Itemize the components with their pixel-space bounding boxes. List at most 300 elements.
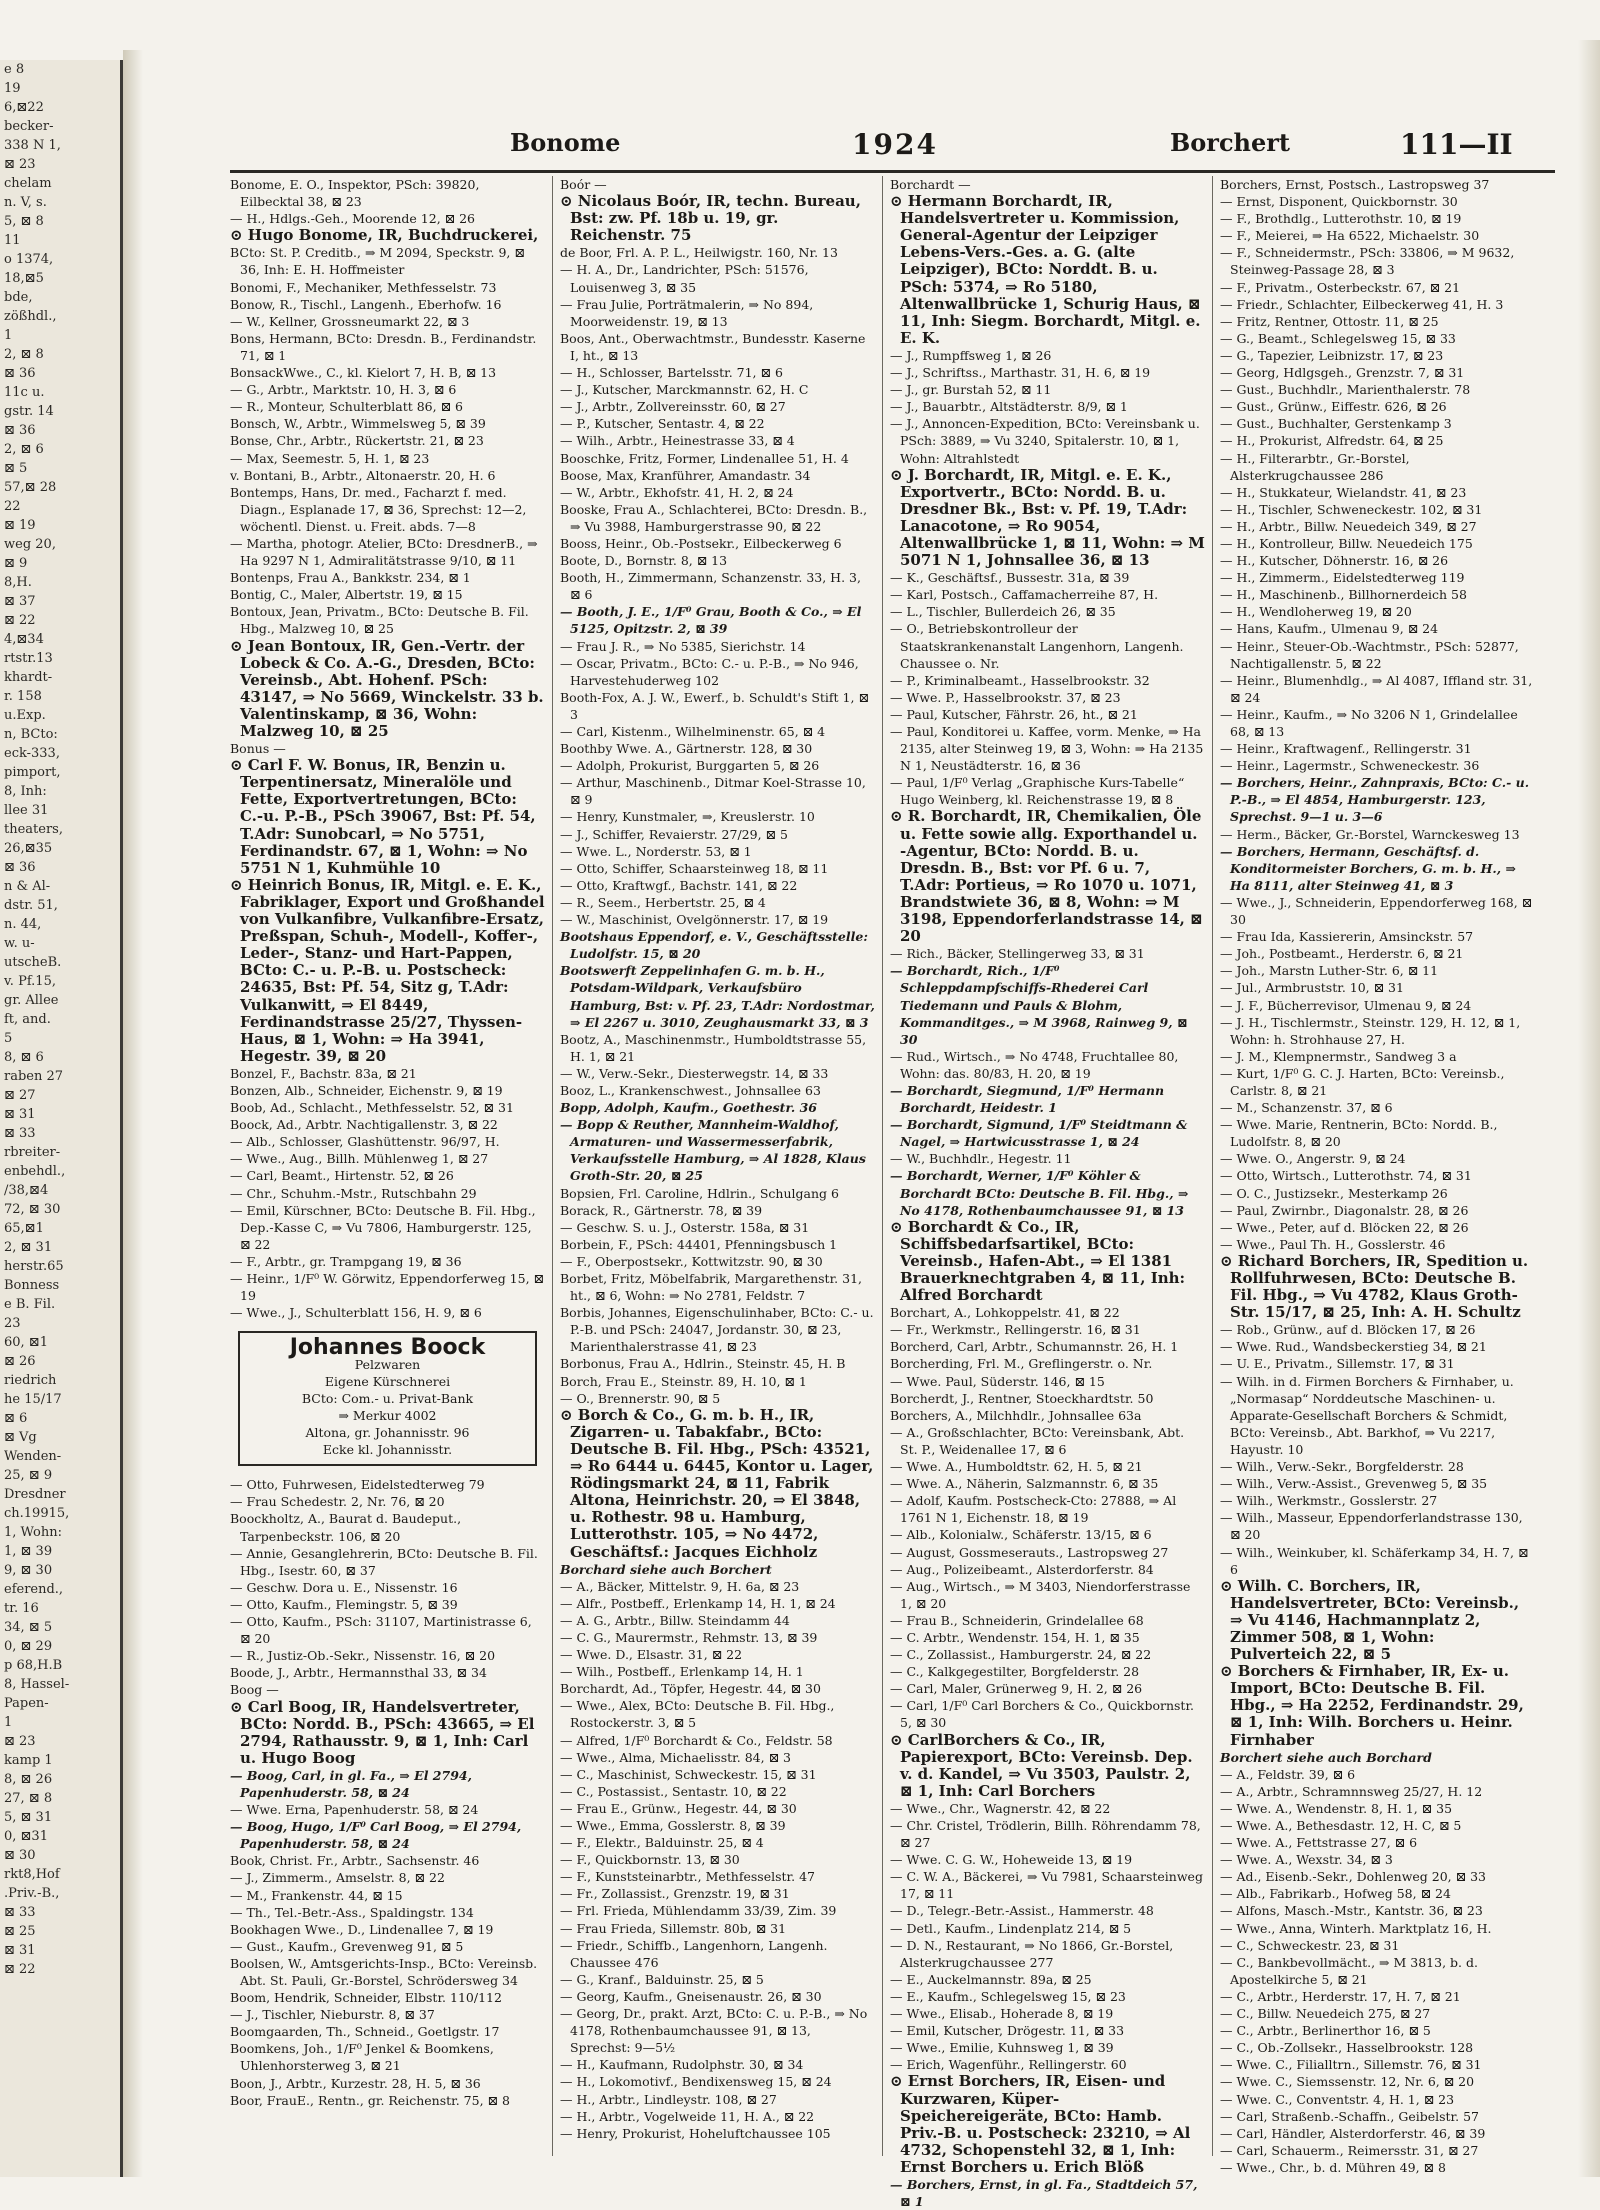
directory-entry: — H., Arbtr., Billw. Neuedeich 349, ⊠ 27 bbox=[1220, 518, 1477, 534]
directory-entry: — Paul, 1/F⁰ Verlag „Graphische Kurs-Tabelle“ Hugo Weinberg, kl. Reichenstrasse 19, ⊠ 8 bbox=[890, 775, 1185, 808]
previous-page-fragment: 19 bbox=[4, 81, 21, 96]
directory-entry: — C. W. A., Bäckerei, ⇒ Vu 7981, Schaarsteinweg 17, ⊠ 11 bbox=[890, 1869, 1203, 1902]
previous-page-fragment: 4,⊠34 bbox=[4, 632, 44, 647]
directory-entry: — H., Zimmerm., Eidelstedterweg 119 bbox=[1220, 570, 1465, 586]
directory-entry: — Wwe. P., Hasselbrookstr. 37, ⊠ 23 bbox=[890, 689, 1121, 705]
previous-page-fragment: 8, Inh: bbox=[4, 784, 47, 799]
previous-page-fragment: ⊠ 23 bbox=[4, 1734, 36, 1749]
directory-entry: — Frau Julie, Porträtmalerin, ⇒ No 894, Moorweidenstr. 19, ⊠ 13 bbox=[560, 296, 814, 329]
previous-page-fragment: r. 158 bbox=[4, 689, 42, 704]
directory-entry: — Wwe. C. G. W., Hoheweide 13, ⊠ 19 bbox=[890, 1852, 1133, 1868]
previous-page-fragment: utscheB. bbox=[4, 955, 62, 970]
directory-entry: — Wwe., J., Schulterblatt 156, H. 9, ⊠ 6 bbox=[230, 1305, 482, 1321]
column-divider bbox=[882, 176, 883, 2156]
column-1 bbox=[230, 176, 545, 2156]
directory-entry: — Henry, Kunstmaler, ⇒, Kreuslerstr. 10 bbox=[560, 809, 815, 825]
previous-page-fragment: p 68,H.B bbox=[4, 1658, 63, 1673]
advertisement-title: Johannes Boock bbox=[289, 1335, 486, 1361]
book-gutter bbox=[123, 50, 143, 2177]
previous-page-fragment: 65,⊠1 bbox=[4, 1221, 44, 1236]
directory-entry: — Adolf, Kaufm. Postscheck-Cto: 27888, ⇒ Al 1761 N 1, Eichenstr. 18, ⊠ 19 bbox=[890, 1493, 1177, 1526]
directory-entry: Boote, D., Bornstr. 8, ⊠ 13 bbox=[560, 553, 728, 569]
previous-page-fragment: ⊠ 36 bbox=[4, 366, 36, 381]
previous-page-fragment: gr. Allee bbox=[4, 993, 59, 1008]
directory-entry: — Borchers, Heinr., Zahnpraxis, BCto: C.- u. P.-B., ⇒ El 4854, Hamburgerstr. 123, Sprechst. 9—1 u. 3—6 bbox=[1220, 775, 1530, 825]
previous-page-fragment: ⊠ 25 bbox=[4, 1924, 36, 1939]
previous-page-fragment: bde, bbox=[4, 290, 33, 305]
directory-entry: Borcherd, Carl, Arbtr., Schumannstr. 26, H. 1 bbox=[890, 1339, 1179, 1355]
directory-entry: BonsackWwe., C., kl. Kielort 7, H. B, ⊠ 13 bbox=[230, 365, 497, 381]
directory-entry: — Adolph, Prokurist, Burggarten 5, ⊠ 26 bbox=[560, 758, 820, 774]
directory-entry: — G., Kranf., Balduinstr. 25, ⊠ 5 bbox=[560, 1971, 764, 1987]
directory-entry: — Wwe. A., Humboldtstr. 62, H. 5, ⊠ 21 bbox=[890, 1459, 1143, 1475]
previous-page-fragment: ft, and. bbox=[4, 1012, 51, 1027]
directory-entry: — Alfr., Postbeff., Erlenkamp 14, H. 1, ⊠ 24 bbox=[560, 1595, 836, 1611]
previous-page-fragment: ⊠ 5 bbox=[4, 461, 28, 476]
directory-entry: — Otto, Kaufm., PSch: 31107, Martinistrasse 6, ⊠ 20 bbox=[230, 1614, 532, 1647]
directory-entry: — Henry, Prokurist, Hoheluftchaussee 105 bbox=[560, 2125, 831, 2141]
previous-page-fragment: n, BCto: bbox=[4, 727, 58, 742]
firm-entry: ⊙ CarlBorchers & Co., IR, Papierexport, BCto: Vereinsb. Dep. v. d. Kandel, ⇒ Vu 3503, Paulstr. 2, ⊠ 1, Inh: Carl Borchers bbox=[890, 1730, 1193, 1800]
directory-entry: — Wwe., Emma, Gosslerstr. 8, ⊠ 39 bbox=[560, 1818, 786, 1833]
advertisement-line: Eigene Kürschnerei bbox=[324, 1374, 451, 1390]
previous-page-fragment: rkt8,Hof bbox=[4, 1867, 60, 1882]
directory-entry: — August, Gossmeserauts., Lastropsweg 27 bbox=[890, 1544, 1169, 1560]
directory-entry: — Max, Seemestr. 5, H. 1, ⊠ 23 bbox=[230, 450, 430, 466]
directory-entry: Bopp, Adolph, Kaufm., Goethestr. 36 bbox=[560, 1100, 817, 1116]
directory-entry: Booth-Fox, A. J. W., Ewerf., b. Schuldt's Stift 1, ⊠ 3 bbox=[560, 689, 869, 722]
directory-entry: Borbis, Johannes, Eigenschulinhaber, BCto: C.- u. P.-B. und PSch: 24047, Jordanstr. 30, ⊠ 23, Marienthalerstrasse 41, ⊠ 23 bbox=[560, 1305, 874, 1355]
directory-entry: Borcherdt, J., Rentner, Stoeckhardtstr. 50 bbox=[890, 1390, 1154, 1406]
directory-entry: — P., Kutscher, Sentastr. 4, ⊠ 22 bbox=[560, 416, 765, 432]
previous-page-fragment: eck-333, bbox=[4, 746, 60, 761]
directory-entry: — Borchardt, Rich., 1/F⁰ Schleppdampfschiffs-Rhederei Carl Tiedemann und Pauls & Blohm, Kommanditges., ⇒ M 3968, Rainweg 9, ⊠ 30 bbox=[890, 963, 1188, 1047]
directory-entry: — Wwe. Marie, Rentnerin, BCto: Nordd. B., Ludolfstr. 8, ⊠ 20 bbox=[1220, 1117, 1498, 1150]
directory-entry: — Wwe. D., Elsastr. 31, ⊠ 22 bbox=[560, 1647, 743, 1663]
directory-entry: — J., Zimmerm., Amselstr. 8, ⊠ 22 bbox=[230, 1870, 445, 1886]
directory-entry: — F., Privatm., Osterbeckstr. 67, ⊠ 21 bbox=[1220, 279, 1461, 295]
previous-page-fragment: becker- bbox=[4, 119, 54, 134]
directory-entry: — F., Arbtr., gr. Trampgang 19, ⊠ 36 bbox=[230, 1253, 462, 1269]
directory-entry: — Joh., Postbeamt., Herderstr. 6, ⊠ 21 bbox=[1220, 946, 1464, 962]
directory-entry: Borchert siehe auch Borchard bbox=[1220, 1749, 1432, 1765]
directory-entry: — O., Brennerstr. 90, ⊠ 5 bbox=[560, 1390, 721, 1406]
directory-entry: — Rich., Bäcker, Stellingerweg 33, ⊠ 31 bbox=[890, 946, 1145, 962]
directory-entry: Borchard siehe auch Borchert bbox=[560, 1561, 772, 1577]
directory-entry: — Wwe. L., Norderstr. 53, ⊠ 1 bbox=[560, 843, 752, 859]
directory-entry: — Aug., Wirtsch., ⇒ M 3403, Niendorferstrasse 1, ⊠ 20 bbox=[890, 1578, 1191, 1611]
firm-entry: ⊙ Heinrich Bonus, IR, Mitgl. e. E. K., Fabriklager, Export und Großhandel von Vulkanfibre, Vulkanfibre-Ersatz, Preßspan, Schuh-, Modell-, Koffer-, Leder-, Stanz- und Hart-Pappen, BCto: C.- u. P.-B. u. Postscheck: 24635, Bst: Pf. 54, Sitz g, T.Adr: Vulkanwitt, ⇒ El 8449, Ferdinandstrasse 25/27, Thyssen-Haus, ⊠ 1, Wohn: ⇒ Ha 3941, Hegestr. 39, ⊠ 20 bbox=[230, 875, 545, 1065]
directory-entry: — Martha, photogr. Atelier, BCto: DresdnerB., ⇒ Ha 9297 N 1, Admiralitätstrasse 9/10, ⊠ 11 bbox=[230, 535, 538, 569]
firm-entry: ⊙ Borch & Co., G. m. b. H., IR, Zigarren- u. Tabakfabr., BCto: Deutsche B. Fil. Hbg., PSch: 43521, ⇒ Ro 6444 u. 6445, Kontor u. Lager, Rödingsmarkt 24, ⊠ 11, Fabrik Altona, Heinrichstr. 20, ⇒ El 3848, u. Rothestr. 98 u. Hamburg, Lutterothstr. 105, ⇒ No 4472, Geschäftsf.: Jacques Eichholz bbox=[560, 1405, 874, 1561]
directory-entry: — Frau Schedestr. 2, Nr. 76, ⊠ 20 bbox=[230, 1494, 445, 1510]
directory-entry: — J. H., Tischlermstr., Steinstr. 129, H. 12, ⊠ 1, Wohn: h. Strohhause 27, H. bbox=[1220, 1014, 1521, 1047]
directory-entry: — Wwe., Paul Th. H., Gosslerstr. 46 bbox=[1220, 1236, 1446, 1252]
directory-entry: — Carl, Beamt., Hirtenstr. 52, ⊠ 26 bbox=[230, 1168, 454, 1184]
previous-page-fragment: ⊠ 31 bbox=[4, 1107, 36, 1122]
previous-page-fragment: ⊠ 22 bbox=[4, 1962, 36, 1977]
directory-entry: — Georg, Dr., prakt. Arzt, BCto: C. u. P.-B., ⇒ No 4178, Rothenbaumchaussee 91, ⊠ 13, Sprechst: 9—5½ bbox=[560, 2006, 868, 2056]
directory-entry: — R., Seem., Herbertstr. 25, ⊠ 4 bbox=[560, 894, 766, 910]
directory-entry: — C., Maschinist, Schweckestr. 15, ⊠ 31 bbox=[560, 1766, 817, 1782]
directory-entry: — Fr., Zollassist., Grenzstr. 19, ⊠ 31 bbox=[560, 1886, 790, 1902]
directory-entry: — J., Schiffer, Revaierstr. 27/29, ⊠ 5 bbox=[560, 826, 788, 842]
directory-entry: — Frau J. R., ⇒ No 5385, Sierichstr. 14 bbox=[560, 638, 806, 654]
previous-page-fragment: ⊠ 33 bbox=[4, 1126, 36, 1141]
directory-entry: Bonzel, F., Bachstr. 83a, ⊠ 21 bbox=[230, 1065, 417, 1081]
directory-entry: — C., Kalkgegestilter, Borgfelderstr. 28 bbox=[890, 1664, 1140, 1680]
directory-entry: — Kurt, 1/F⁰ G. C. J. Harten, BCto: Vereinsb., Carlstr. 8, ⊠ 21 bbox=[1220, 1065, 1505, 1098]
directory-entry: — Wwe. A., Wendenstr. 8, H. 1, ⊠ 35 bbox=[1220, 1800, 1453, 1816]
directory-entry: Boór — bbox=[560, 177, 607, 192]
previous-page-fragment: .Priv.-B., bbox=[4, 1886, 60, 1901]
directory-entry: — J., Annoncen-Expedition, BCto: Vereinsbank u. PSch: 3889, ⇒ Vu 3240, Spitalerstr. 10, ⊠ 1, Wohn: Altrahlstedt bbox=[890, 416, 1200, 466]
directory-entry: — Hans, Kaufm., Ulmenau 9, ⊠ 24 bbox=[1220, 621, 1439, 637]
directory-entry: — Karl, Postsch., Caffamacherreihe 87, H. bbox=[890, 587, 1159, 603]
header-first-entry: Bonome bbox=[510, 128, 621, 157]
directory-entry: — Wwe., Chr., Wagnerstr. 42, ⊠ 22 bbox=[890, 1800, 1111, 1816]
previous-page-fragment: ⊠ 36 bbox=[4, 860, 36, 875]
directory-entry: — Alb., Schlosser, Glashüttenstr. 96/97, H. bbox=[230, 1134, 500, 1150]
previous-page-fragment: 1, ⊠ 39 bbox=[4, 1544, 53, 1559]
directory-entry: — Heinr., Kraftwagenf., Rellingerstr. 31 bbox=[1220, 741, 1472, 757]
directory-entry: — Wilh. in d. Firmen Borchers & Firnhaber, u. „Normasap“ Norddeutsche Maschinen- u. Apparate-Gesellschaft Borchers & Schmidt, BCto: Vereinsb., Abt. Barkhof, ⇒ Vu 2217, Hayustr. 10 bbox=[1220, 1373, 1514, 1457]
directory-entry: Borchart, A., Lohkoppelstr. 41, ⊠ 22 bbox=[890, 1305, 1120, 1321]
directory-entry: — Oscar, Privatm., BCto: C.- u. P.-B., ⇒ No 946, Harvestehuderweg 102 bbox=[560, 655, 859, 688]
directory-entry: — Wwe. C., Conventstr. 4, H. 1, ⊠ 23 bbox=[1220, 2091, 1455, 2107]
directory-entry: — J. F., Bücherrevisor, Ulmenau 9, ⊠ 24 bbox=[1220, 997, 1472, 1013]
directory-entry: — U. E., Privatm., Sillemstr. 17, ⊠ 31 bbox=[1220, 1356, 1455, 1372]
directory-entry: — D., Telegr.-Betr.-Assist., Hammerstr. 48 bbox=[890, 1903, 1154, 1919]
directory-entry: Boog — bbox=[230, 1682, 279, 1698]
directory-entry: — Arthur, Maschinenb., Ditmar Koel-Strasse 10, ⊠ 9 bbox=[560, 775, 866, 808]
directory-entry: Boockholtz, A., Baurat d. Baudeput., Tarpenbeckstr. 106, ⊠ 20 bbox=[230, 1511, 462, 1544]
previous-page-fragment: 11c u. bbox=[4, 385, 45, 400]
firm-entry: ⊙ Ernst Borchers, IR, Eisen- und Kurzwaren, Küper- Speichereigeräte, BCto: Hamb. Priv.-B. u. Postscheck: 23210, ⇒ Al 4732, Schopenstehl 32, ⊠ 1, Inh: Ernst Borchers u. Erich Blöß bbox=[890, 2072, 1191, 2176]
previous-page-fragment: pimport, bbox=[4, 765, 61, 780]
directory-entry: — H. A., Dr., Landrichter, PSch: 51576, Louisenweg 3, ⊠ 35 bbox=[560, 262, 809, 295]
directory-entry: — Chr. Cristel, Trödlerin, Billh. Röhrendamm 78, ⊠ 27 bbox=[890, 1818, 1201, 1851]
previous-page-fragment: ⊠ 31 bbox=[4, 1943, 36, 1958]
directory-entry: — Wilh., Werkmstr., Gosslerstr. 27 bbox=[1220, 1493, 1438, 1509]
directory-entry: — E., Kaufm., Schlegelsweg 15, ⊠ 23 bbox=[890, 1988, 1126, 2004]
directory-entry: — H., Arbtr., Lindleystr. 108, ⊠ 27 bbox=[560, 2091, 777, 2107]
previous-page-fragment: o 1374, bbox=[4, 252, 54, 267]
directory-entry: Bootshaus Eppendorf, e. V., Geschäftsstelle: Ludolfstr. 15, ⊠ 20 bbox=[560, 929, 868, 962]
previous-page-fragment: gstr. 14 bbox=[4, 404, 54, 419]
directory-entry: — Wilh., Postbeff., Erlenkamp 14, H. 1 bbox=[560, 1664, 804, 1680]
directory-entry: Boode, J., Arbtr., Hermannsthal 33, ⊠ 34 bbox=[230, 1665, 487, 1681]
previous-page-fragment: 338 N 1, bbox=[4, 138, 61, 153]
previous-page-fragment: 2, ⊠ 6 bbox=[4, 442, 44, 457]
directory-entry: — Bopp & Reuther, Mannheim-Waldhof, Armaturen- und Wassermesserfabrik, Verkaufsstelle Hamburg, ⇒ Al 1828, Klaus Groth-Str. 20, ⊠ 25 bbox=[560, 1117, 866, 1184]
page-header bbox=[140, 120, 1560, 170]
previous-page-fragment: 11 bbox=[4, 233, 21, 248]
directory-entry: — Wwe. A., Näherin, Salzmannstr. 6, ⊠ 35 bbox=[890, 1476, 1159, 1492]
directory-entry: — Emil, Kutscher, Drögestr. 11, ⊠ 33 bbox=[890, 2023, 1125, 2039]
previous-page-fragment: herstr.65 bbox=[4, 1259, 64, 1274]
directory-entry: — J., Schriftss., Marthastr. 31, H. 6, ⊠ 19 bbox=[890, 365, 1151, 381]
directory-entry: — Wwe., Aug., Billh. Mühlenweg 1, ⊠ 27 bbox=[230, 1151, 489, 1167]
previous-page-fragment: ⊠ 27 bbox=[4, 1088, 36, 1103]
previous-page-fragment: eferend., bbox=[4, 1582, 64, 1597]
directory-entry: — R., Justiz-Ob.-Sekr., Nissenstr. 16, ⊠ 20 bbox=[230, 1648, 496, 1664]
previous-page-fragment: Bonness bbox=[4, 1278, 60, 1293]
directory-entry: — Frl. Frieda, Mühlendamm 33/39, Zim. 39 bbox=[560, 1903, 837, 1919]
directory-entry: Booth, H., Zimmermann, Schanzenstr. 33, H. 3, ⊠ 6 bbox=[560, 570, 861, 603]
directory-entry: — Gust., Buchhdlr., Marienthalerstr. 78 bbox=[1220, 382, 1471, 398]
advertisement-line: BCto: Com.- u. Privat-Bank bbox=[301, 1391, 474, 1407]
directory-entry: — C. Arbtr., Wendenstr. 154, H. 1, ⊠ 35 bbox=[890, 1629, 1140, 1645]
directory-entry: — Wwe., Chr., b. d. Mühren 49, ⊠ 8 bbox=[1220, 2159, 1446, 2175]
previous-page-fragment: he 15/17 bbox=[4, 1392, 62, 1407]
column-3 bbox=[890, 176, 1205, 2210]
directory-entry: — Paul, Zwirnbr., Diagonalstr. 28, ⊠ 26 bbox=[1220, 1202, 1469, 1218]
directory-entry: — Paul, Kutscher, Fährstr. 26, ht., ⊠ 21 bbox=[890, 706, 1138, 722]
previous-page-fragment: 26,⊠35 bbox=[4, 841, 53, 856]
directory-entry: — J., Arbtr., Zollvereinsstr. 60, ⊠ 27 bbox=[560, 399, 786, 415]
directory-entry: Borbet, Fritz, Möbelfabrik, Margarethenstr. 31, ht., ⊠ 6, Wohn: ⇒ No 2781, Feldstr. 7 bbox=[560, 1271, 862, 1304]
directory-entry: — Wwe. A., Fettstrasse 27, ⊠ 6 bbox=[1220, 1835, 1418, 1851]
firm-entry: ⊙ R. Borchardt, IR, Chemikalien, Öle u. Fette sowie allg. Exporthandel u. -Agentur, BCto: Nordd. B. u. Dresdn. B., Bst: vor Pf. 6 u. 7, T.Adr: Portieus, ⇒ Ro 1070 u. 1071, Brandstwiete 36, ⊠ 8, Wohn: ⇒ M 3198, Eppendorferlandstrasse 14, ⊠ 20 bbox=[890, 807, 1203, 946]
previous-page-fragment: w. u- bbox=[4, 936, 35, 951]
directory-entry: — Frau B., Schneiderin, Grindelallee 68 bbox=[890, 1612, 1144, 1628]
firm-entry: ⊙ J. Borchardt, IR, Mitgl. e. E. K., Exportvertr., BCto: Nordd. B. u. Dresdner Bk., Bst: v. Pf. 19, T.Adr: Lanacotone, ⇒ Ro 9054, Altenwallbrücke 1, ⊠ 11, Wohn: ⇒ M 5071 N 1, Johnsallee 36, ⊠ 13 bbox=[890, 465, 1205, 570]
directory-entry: — Joh., Marstn Luther-Str. 6, ⊠ 11 bbox=[1220, 963, 1439, 979]
directory-entry: — M., Frankenstr. 44, ⊠ 15 bbox=[230, 1887, 403, 1903]
directory-entry: — Heinr., Steuer-Ob.-Wachtmstr., PSch: 52877, Nachtigallenstr. 5, ⊠ 22 bbox=[1220, 638, 1519, 671]
directory-entry: — H., Filterarbtr., Gr.-Borstel, Alsterkrugchaussee 286 bbox=[1220, 450, 1410, 483]
directory-entry: — Boog, Carl, in gl. Fa., ⇒ El 2794, Papenhuderstr. 58, ⊠ 24 bbox=[230, 1767, 472, 1800]
previous-page-fragment: chelam bbox=[4, 176, 52, 191]
directory-entry: Booske, Frau A., Schlachterei, BCto: Dresdn. B., ⇒ Vu 3988, Hamburgerstrasse 90, ⊠ 22 bbox=[560, 501, 868, 534]
directory-entry: — Ad., Eisenb.-Sekr., Dohlenweg 20, ⊠ 33 bbox=[1220, 1869, 1486, 1885]
previous-page-fragment: ⊠ 23 bbox=[4, 157, 36, 172]
directory-entry: — H., Hdlgs.-Geh., Moorende 12, ⊠ 26 bbox=[230, 211, 476, 227]
directory-entry: — Otto, Kraftwgf., Bachstr. 141, ⊠ 22 bbox=[560, 877, 798, 893]
previous-page-fragment: 8, ⊠ 26 bbox=[4, 1772, 53, 1787]
directory-entry: — Borchers, Ernst, in gl. Fa., Stadtdeich 57, ⊠ 1 bbox=[890, 2176, 1198, 2210]
directory-entry: — Wwe., J., Schneiderin, Eppendorferweg 168, ⊠ 30 bbox=[1220, 894, 1533, 928]
directory-entry: — Geschw. Dora u. E., Nissenstr. 16 bbox=[230, 1579, 458, 1595]
directory-entry: — Wwe. C., Filialltrn., Sillemstr. 76, ⊠ 31 bbox=[1220, 2057, 1482, 2073]
directory-entry: — Carl, Kistenm., Wilhelminenstr. 65, ⊠ 4 bbox=[560, 724, 826, 739]
previous-page-fragment: v. Pf.15, bbox=[4, 974, 56, 989]
column-2 bbox=[560, 176, 875, 2156]
directory-entry: — K., Geschäftsf., Bussestr. 31a, ⊠ 39 bbox=[890, 570, 1130, 586]
directory-entry: — Jul., Armbruststr. 10, ⊠ 31 bbox=[1220, 980, 1404, 996]
directory-entry: — Borchardt, Sigmund, 1/F⁰ Steidtmann & Nagel, ⇒ Hartwicusstrasse 1, ⊠ 24 bbox=[890, 1117, 1188, 1150]
directory-entry: de Boor, Frl. A. P. L., Heilwigstr. 160, Nr. 13 bbox=[560, 245, 838, 261]
previous-page-fragment: 9, ⊠ 30 bbox=[4, 1563, 53, 1578]
previous-page-fragment: ⊠ 37 bbox=[4, 594, 36, 609]
directory-entry: — Heinr., 1/F⁰ W. Görwitz, Eppendorferweg 15, ⊠ 19 bbox=[230, 1271, 544, 1304]
previous-page-fragment: 57,⊠ 28 bbox=[4, 480, 57, 495]
previous-page-fragment: 1 bbox=[4, 328, 13, 343]
directory-entry: — H., Kontrolleur, Billw. Neuedeich 175 bbox=[1220, 535, 1473, 551]
directory-entry: — Friedr., Schiffb., Langenhorn, Langenh. Chaussee 476 bbox=[560, 1937, 828, 1970]
directory-entry: — Heinr., Lagermstr., Schweneckestr. 36 bbox=[1220, 758, 1480, 774]
directory-entry: — Wwe. Erna, Papenhuderstr. 58, ⊠ 24 bbox=[230, 1802, 479, 1818]
previous-page-fragment: 5, ⊠ 8 bbox=[4, 214, 44, 229]
directory-entry: Bontemps, Hans, Dr. med., Facharzt f. med. Diagn., Esplanade 17, ⊠ 36, Sprechst: 12—2, wöchentl. Dienst. u. Freit. abds. 7—8 bbox=[230, 484, 527, 534]
directory-entry: — A. G., Arbtr., Billw. Steindamm 44 bbox=[560, 1612, 790, 1628]
directory-entry: — Paul, Konditorei u. Kaffee, vorm. Menke, ⇒ Ha 2135, alter Steinweg 19, ⊠ 3, Wohn: ⇒ Ha 2135 N 1, Neustädterstr. 16, ⊠ 36 bbox=[890, 724, 1204, 774]
directory-entry: — Erich, Wagenführ., Rellingerstr. 60 bbox=[890, 2057, 1127, 2073]
previous-page-fragment: theaters, bbox=[4, 822, 63, 837]
directory-entry: — H., Lokomotivf., Bendixensweg 15, ⊠ 24 bbox=[560, 2074, 832, 2090]
directory-entry: — Alfred, 1/F⁰ Borchardt & Co., Feldstr. 58 bbox=[560, 1732, 833, 1748]
directory-entry: — Gust., Grünw., Eiffestr. 626, ⊠ 26 bbox=[1220, 399, 1447, 415]
previous-page-fragment: /38,⊠4 bbox=[4, 1183, 49, 1198]
directory-entry: — Wilh., Masseur, Eppendorferlandstrasse 130, ⊠ 20 bbox=[1220, 1510, 1523, 1543]
previous-page-fragment: 0, ⊠31 bbox=[4, 1829, 48, 1844]
directory-entry: — L., Tischler, Bullerdeich 26, ⊠ 35 bbox=[890, 604, 1116, 620]
directory-entry: — Carl, Straßenb.-Schaffn., Geibelstr. 57 bbox=[1220, 2108, 1480, 2124]
directory-entry: — G., Beamt., Schlegelsweg 15, ⊠ 33 bbox=[1220, 330, 1456, 346]
directory-entry: — J., Bauarbtr., Altstädterstr. 8/9, ⊠ 1 bbox=[890, 399, 1128, 415]
previous-page-fragment: rtstr.13 bbox=[4, 651, 53, 666]
directory-entry: — Wwe., Emilie, Kuhnsweg 1, ⊠ 39 bbox=[890, 2040, 1114, 2056]
directory-entry: — D. N., Restaurant, ⇒ No 1866, Gr.-Borstel, Alsterkrugchaussee 277 bbox=[890, 1937, 1174, 1970]
directory-entry: — F., Brothdlg., Lutterothstr. 10, ⊠ 19 bbox=[1220, 211, 1462, 227]
directory-entry: — Otto, Kaufm., Flemingstr. 5, ⊠ 39 bbox=[230, 1596, 458, 1612]
directory-entry: — H., Kaufmann, Rudolphstr. 30, ⊠ 34 bbox=[560, 2057, 804, 2073]
previous-page-fragment: n & Al- bbox=[4, 879, 51, 894]
advertisement-line: Pelzwaren bbox=[354, 1357, 421, 1373]
directory-entry: — Wwe., Elisab., Hoherade 8, ⊠ 19 bbox=[890, 2006, 1114, 2022]
firm-entry: ⊙ Hugo Bonome, IR, Buchdruckerei, bbox=[230, 226, 539, 245]
directory-entry: — H., Wendloherweg 19, ⊠ 20 bbox=[1220, 604, 1412, 620]
directory-entry: Bontenps, Frau A., Bankkstr. 234, ⊠ 1 bbox=[230, 570, 471, 586]
directory-entry: — Alb., Kolonialw., Schäferstr. 13/15, ⊠ 6 bbox=[890, 1527, 1152, 1543]
directory-entry: — Wilh., Arbtr., Heinestrasse 33, ⊠ 4 bbox=[560, 433, 795, 449]
previous-page-fragment: 1 bbox=[4, 1715, 13, 1730]
directory-entry: — Th., Tel.-Betr.-Ass., Spaldingstr. 134 bbox=[230, 1904, 474, 1920]
previous-page-fragment: zößhdl., bbox=[4, 309, 57, 324]
directory-entry: — Annie, Gesanglehrerin, BCto: Deutsche B. Fil. Hbg., Isestr. 60, ⊠ 37 bbox=[230, 1545, 538, 1578]
directory-entry: — Georg, Hdlgsgeh., Grenzstr. 7, ⊠ 31 bbox=[1220, 365, 1465, 381]
directory-entry: — Frau E., Grünw., Hegestr. 44, ⊠ 30 bbox=[560, 1800, 797, 1816]
directory-entry: Bonzen, Alb., Schneider, Eichenstr. 9, ⊠ 19 bbox=[230, 1082, 503, 1098]
directory-entry: Booss, Heinr., Ob.-Postsekr., Eilbeckerweg 6 bbox=[560, 535, 842, 551]
directory-entry: — Wwe., Anna, Winterh. Marktplatz 16, H. bbox=[1220, 1920, 1492, 1936]
directory-entry: — Friedr., Schlachter, Eilbeckerweg 41, H. 3 bbox=[1220, 296, 1504, 312]
directory-entry: Boothby Wwe. A., Gärtnerstr. 128, ⊠ 30 bbox=[560, 741, 813, 757]
directory-entry: — Boog, Hugo, 1/F⁰ Carl Boog, ⇒ El 2794, Papenhuderstr. 58, ⊠ 24 bbox=[230, 1819, 522, 1852]
header-rule bbox=[230, 170, 1555, 173]
previous-page-fragment: 2, ⊠ 31 bbox=[4, 1240, 53, 1255]
directory-entry: — C. G., Maurermstr., Rehmstr. 13, ⊠ 39 bbox=[560, 1629, 818, 1645]
directory-entry: Borchers, A., Milchhdlr., Johnsallee 63a bbox=[890, 1407, 1142, 1423]
directory-entry: — Otto, Schiffer, Schaarsteinweg 18, ⊠ 11 bbox=[560, 860, 829, 876]
column-4 bbox=[1220, 176, 1535, 2175]
firm-entry: ⊙ Wilh. C. Borchers, IR, Handelsvertreter, BCto: Vereinsb., ⇒ Vu 4146, Hachmannplatz 2, Zimmer 508, ⊠ 1, Wohn: Pulverteich 22, ⊠ 5 bbox=[1220, 1576, 1520, 1664]
previous-page-fragment: riedrich bbox=[4, 1373, 57, 1388]
previous-page-fragment: Dresdner bbox=[4, 1487, 66, 1502]
directory-entry: — Wwe. Rud., Wandsbeckerstieg 34, ⊠ 21 bbox=[1220, 1339, 1487, 1355]
directory-entry: — C., Schweckestr. 23, ⊠ 31 bbox=[1220, 1937, 1400, 1953]
directory-entry: — H., Prokurist, Alfredstr. 64, ⊠ 25 bbox=[1220, 433, 1444, 449]
directory-entry: Borack, R., Gärtnerstr. 78, ⊠ 39 bbox=[560, 1202, 763, 1218]
directory-entry: Boomkens, Joh., 1/F⁰ Jenkel & Boomkens, Uhlenhorsterweg 3, ⊠ 21 bbox=[230, 2041, 494, 2074]
previous-page-fragment: dstr. 51, bbox=[4, 898, 58, 913]
directory-entry: — J., Rumpffsweg 1, ⊠ 26 bbox=[890, 347, 1052, 363]
directory-entry: Boom, Hendrik, Schneider, Elbstr. 110/112 bbox=[230, 1990, 502, 2006]
directory-entry: — F., Quickbornstr. 13, ⊠ 30 bbox=[560, 1852, 740, 1868]
directory-entry: — Gust., Kaufm., Grevenweg 91, ⊠ 5 bbox=[230, 1938, 464, 1954]
directory-entry: Bonse, Chr., Arbtr., Rückertstr. 21, ⊠ 23 bbox=[230, 433, 484, 449]
previous-page-fragment: 1, Wohn: bbox=[4, 1525, 62, 1540]
directory-entry: Booz, L., Krankenschwest., Johnsallee 63 bbox=[560, 1082, 821, 1098]
previous-page-fragment: tr. 16 bbox=[4, 1601, 39, 1616]
directory-entry: — O., Betriebskontrolleur der Staatskrankenanstalt Langenhorn, Langenh. Chaussee o. Nr. bbox=[890, 621, 1184, 671]
directory-entry: — F., Oberpostsekr., Kottwitzstr. 90, ⊠ 30 bbox=[560, 1253, 823, 1269]
directory-entry: — Geschw. S. u. J., Osterstr. 158a, ⊠ 31 bbox=[560, 1219, 810, 1235]
directory-entry: — Fr., Werkmstr., Rellingerstr. 16, ⊠ 31 bbox=[890, 1322, 1141, 1338]
directory-entry: — Heinr., Blumenhdlg., ⇒ Al 4087, Iffland str. 31, ⊠ 24 bbox=[1220, 672, 1533, 705]
previous-page-fragment: ch.19915, bbox=[4, 1506, 70, 1521]
advertisement-line: Ecke kl. Johannisstr. bbox=[322, 1442, 453, 1458]
directory-entry: — E., Auckelmannstr. 89a, ⊠ 25 bbox=[890, 1971, 1092, 1987]
directory-entry: — A., Großschlachter, BCto: Vereinsbank, Abt. St. P., Weidenallee 17, ⊠ 6 bbox=[890, 1424, 1185, 1457]
directory-entry: Borcherding, Frl. M., Greflingerstr. o. Nr. bbox=[890, 1356, 1153, 1372]
directory-entry: — G., Arbtr., Marktstr. 10, H. 3, ⊠ 6 bbox=[230, 382, 457, 398]
directory-entry: — Wwe., Alma, Michaelisstr. 84, ⊠ 3 bbox=[560, 1749, 791, 1765]
directory-entry: — Booth, J. E., 1/F⁰ Grau, Booth & Co., ⇒ El 5125, Opitzstr. 2, ⊠ 39 bbox=[560, 604, 862, 637]
previous-page-fragment: 8, Hassel- bbox=[4, 1677, 70, 1692]
previous-page-fragment: weg 20, bbox=[4, 537, 56, 552]
directory-entry: — Wwe. Paul, Süderstr. 146, ⊠ 15 bbox=[890, 1373, 1105, 1389]
firm-entry: ⊙ Jean Bontoux, IR, Gen.-Vertr. der Lobeck & Co. A.-G., Dresden, BCto: Vereinsb., Abt. Hohenf. PSch: 43147, ⇒ No 5669, Winckelstr. 33 b. Valentinskamp, ⊠ 36, Wohn: Malzweg 10, ⊠ 25 bbox=[230, 636, 544, 740]
directory-entry: Borchardt — bbox=[890, 177, 971, 192]
previous-page-fragment: 72, ⊠ 30 bbox=[4, 1202, 61, 1217]
directory-entry: — P., Kriminalbeamt., Hasselbrookstr. 32 bbox=[890, 672, 1150, 688]
page-number: 111—II bbox=[1400, 128, 1513, 161]
directory-entry: — C., Postassist., Sentastr. 10, ⊠ 22 bbox=[560, 1783, 787, 1799]
directory-entry: Bonome, E. O., Inspektor, PSch: 39820, Eilbecktal 38, ⊠ 23 bbox=[230, 177, 480, 210]
firm-entry: ⊙ Carl F. W. Bonus, IR, Benzin u. Terpentinersatz, Mineralöle und Fette, Exportvertretungen, BCto: C.-u. P.-B., PSch 39067, Bst: Pf. 54, T.Adr: Sunobcarl, ⇒ No 5751, Ferdinandstr. 67, ⊠ 1, Wohn: ⇒ No 5751 N 1, Kuhmühle 10 bbox=[230, 756, 536, 877]
directory-entry: Bontig, C., Maler, Albertstr. 19, ⊠ 15 bbox=[230, 587, 463, 603]
directory-entry: Boor, FrauE., Rentn., gr. Reichenstr. 75, ⊠ 8 bbox=[230, 2092, 510, 2108]
firm-entry: ⊙ Carl Boog, IR, Handelsvertreter, BCto: Nordd. B., PSch: 43665, ⇒ El 2794, Rathausstr. 9, ⊠ 1, Inh: Carl u. Hugo Boog bbox=[230, 1697, 535, 1767]
directory-entry: — Borchardt, Siegmund, 1/F⁰ Hermann Borchardt, Heidestr. 1 bbox=[890, 1082, 1165, 1116]
directory-entry: — Alfons, Masch.-Mstr., Kantstr. 36, ⊠ 23 bbox=[1220, 1903, 1483, 1919]
previous-page-fragment: Wenden- bbox=[4, 1449, 62, 1464]
directory-entry: Bonow, R., Tischl., Langenh., Eberhofw. 16 bbox=[230, 296, 502, 312]
firm-entry: ⊙ Hermann Borchardt, IR, Handelsvertreter u. Kommission, General-Agentur der Leipziger Lebens-Vers.-Ges. a. G. (alte Leipziger), BCto: Norddt. B. u. PSch: 5374, ⇒ Ro 5180, Altenwallbrücke 1, Schurig Haus, ⊠ 11, Inh: Siegm. Borchardt, Mitgl. e. E. K. bbox=[890, 192, 1201, 347]
directory-entry: Borchers, Ernst, Postsch., Lastropsweg 37 bbox=[1220, 177, 1490, 192]
directory-entry: — M., Schanzenstr. 37, ⊠ 6 bbox=[1220, 1100, 1393, 1116]
directory-entry: — Wilh., Weinkuber, kl. Schäferkamp 34, H. 7, ⊠ 6 bbox=[1220, 1544, 1529, 1577]
directory-entry: — C., Ob.-Zollsekr., Hasselbrookstr. 128 bbox=[1220, 2040, 1474, 2056]
directory-entry: — Heinr., Kaufm., ⇒ No 3206 N 1, Grindelallee 68, ⊠ 13 bbox=[1220, 706, 1518, 739]
directory-entry: — Wwe. O., Angerstr. 9, ⊠ 24 bbox=[1220, 1151, 1406, 1167]
directory-columns bbox=[230, 176, 1560, 2210]
directory-entry: — Fritz, Rentner, Ottostr. 11, ⊠ 25 bbox=[1220, 313, 1439, 329]
directory-entry: Borch, Frau E., Steinstr. 89, H. 10, ⊠ 1 bbox=[560, 1373, 807, 1389]
directory-entry: — C., Arbtr., Berlinerthor 16, ⊠ 5 bbox=[1220, 2023, 1431, 2039]
directory-entry: — Frau Ida, Kassiererin, Amsinckstr. 57 bbox=[1220, 929, 1474, 945]
directory-entry: — J. M., Klempnermstr., Sandweg 3 a bbox=[1220, 1048, 1457, 1064]
previous-page-fragment: ⊠ Vg bbox=[4, 1430, 37, 1445]
directory-entry: — Wilh., Verw.-Assist., Grevenweg 5, ⊠ 35 bbox=[1220, 1476, 1488, 1492]
previous-page-fragment: ⊠ 6 bbox=[4, 1411, 28, 1426]
directory-entry: — Alb., Fabrikarb., Hofweg 58, ⊠ 24 bbox=[1220, 1886, 1451, 1902]
header-last-entry: Borchert bbox=[1170, 128, 1290, 157]
previous-page-fragment: ⊠ 19 bbox=[4, 518, 36, 533]
previous-page-fragment: raben 27 bbox=[4, 1069, 64, 1084]
